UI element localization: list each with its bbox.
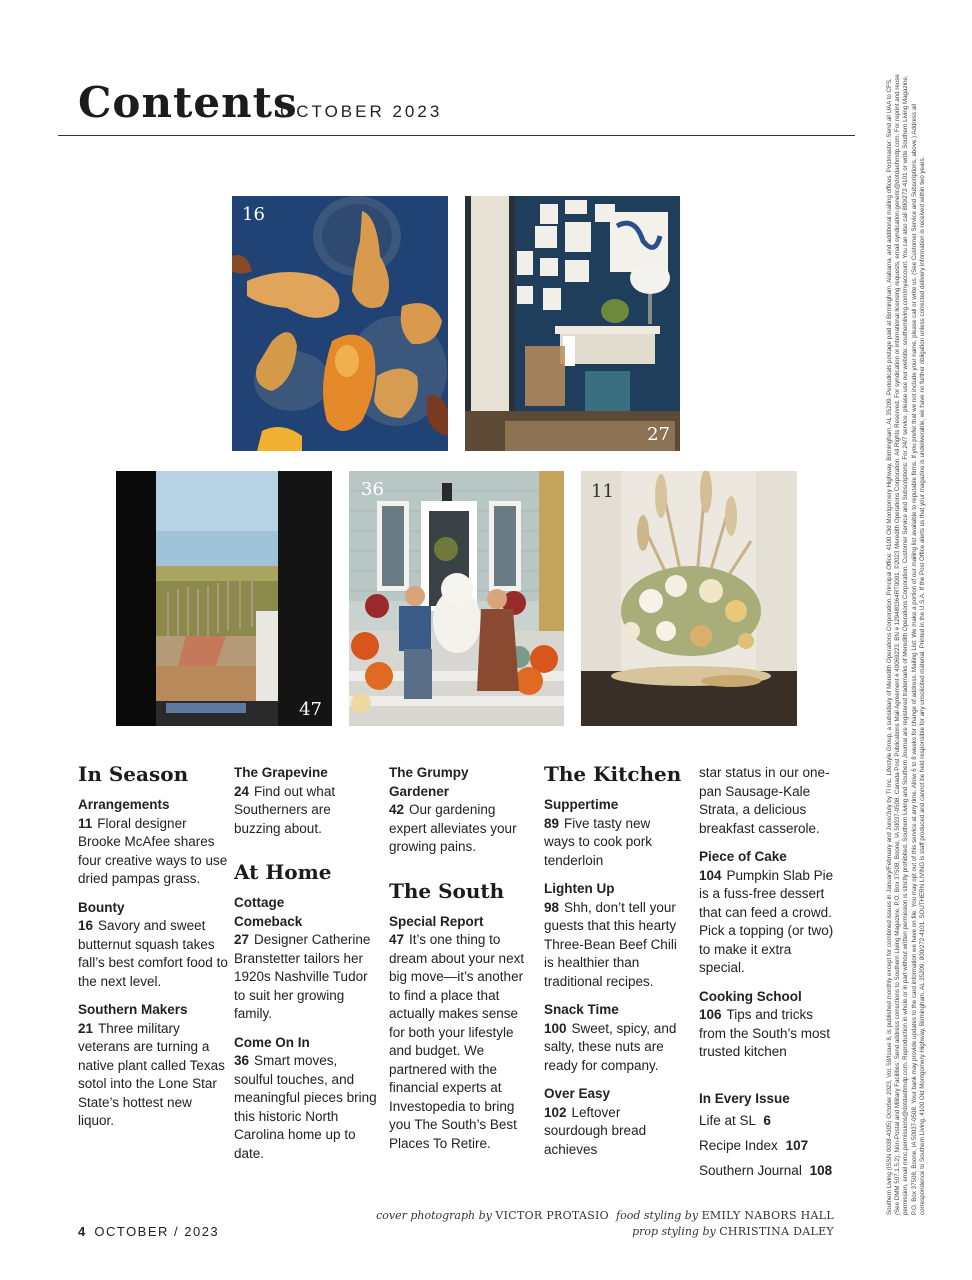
toc-entry[interactable] — [544, 1001, 684, 1075]
photo-credits — [376, 1208, 834, 1240]
toc-entry[interactable] — [234, 894, 380, 1024]
photo-page-number: 47 — [299, 699, 322, 720]
section-title-at-home: At Home — [234, 860, 332, 884]
entry-title: Lighten Up — [544, 881, 615, 896]
entry-page: 27 — [234, 932, 250, 947]
entry-description: Tips and tricks from the South’s most trusted kitchen — [699, 1007, 831, 1059]
entry-description: Leftover sourdough bread achieves — [544, 1104, 647, 1157]
entry-title: Snack Time — [544, 1002, 619, 1017]
photo-floral-arrangement[interactable] — [581, 471, 797, 726]
toc-entry[interactable] — [389, 913, 529, 1154]
column-at-home — [234, 762, 380, 1173]
entry-page: 98 — [544, 899, 560, 915]
entry-page: 42 — [389, 802, 405, 817]
every-issue-item[interactable] — [699, 1108, 839, 1133]
entry-description: Shh, don’t tell your guests that this hearty Three-Bean Beef Chili is healthier than traditional recipes. — [544, 899, 677, 989]
entry-page: 89 — [544, 815, 560, 831]
entry-title: Cooking School — [699, 988, 802, 1004]
entry-title: Bounty — [78, 899, 125, 915]
photo-page-number: 36 — [361, 479, 384, 500]
entry-page: 16 — [78, 918, 94, 933]
entry-title: Arrangements — [78, 797, 170, 812]
toc-entry[interactable] — [78, 899, 228, 992]
folio-date: OCTOBER / 2023 — [94, 1224, 220, 1239]
credit-label: prop styling by — [632, 1225, 716, 1238]
in-every-issue — [699, 1090, 839, 1184]
page-footer — [78, 1224, 219, 1239]
toc-entry[interactable] — [544, 880, 684, 991]
entry-page: 36 — [234, 1053, 250, 1068]
photo-page-number: 11 — [591, 481, 614, 502]
every-issue-label: Life at SL — [699, 1113, 756, 1128]
photo-page-number: 27 — [647, 424, 670, 445]
entry-page: 21 — [78, 1020, 94, 1036]
entry-page: 24 — [234, 783, 250, 799]
entry-description: Floral designer Brooke McAfee shares four creative ways to use dried pampas grass. — [78, 815, 228, 886]
entry-title: Suppertime — [544, 797, 619, 812]
entry-title: Over Easy — [544, 1086, 611, 1101]
section-title-the-kitchen: The Kitchen — [544, 762, 682, 786]
photo-beach-door[interactable] — [116, 471, 332, 726]
toc-entry[interactable] — [234, 764, 380, 838]
section-title-the-south: The South — [389, 878, 505, 903]
credit-name: EMILY NABORS HALL — [701, 1209, 834, 1222]
column-the-kitchen — [544, 762, 684, 1169]
entry-page: 106 — [699, 1007, 722, 1022]
credit-label: cover photograph by — [376, 1209, 492, 1222]
every-issue-page: 6 — [763, 1113, 771, 1128]
entry-description: Smart moves, soulful touches, and meaningful pieces bring this historic North Carolina home up to date. — [234, 1053, 377, 1161]
entry-description: Three military veterans are turning a native plant called Texas sotol into the Lone Star State’s hottest new liquor. — [78, 1020, 225, 1128]
issue-date: OCTOBER 2023 — [280, 102, 443, 121]
publication-info: Southern Living (ISSN 0038-4305) October 2023, Vol. 58/Issue 8, is published monthly except for combined issues in January/February and June/July by TI Inc. Lifestyle Group, a subsidiary of Meredith Operations Corporation. Principal Office: 4100 Old Montgomery Highway, Birmingham, AL 35209. Periodicals postage paid at Birmingham, Alabama, and additional mailing offices. Postmaster: Send all UAA to CFS. (See DMM 507.1.5.2); Non-Postal and Military Facilities: Send address corrections to Southern Living Magazine, P.O. Box 37508, Boone, IA 50037-0508. Canada Post Publications Mail Agreement # 40069223. BN # 129480364RT0001. ©2023 Meredith Operations Corporation. All Rights Reserved. For syndication or international licensing requests, email syndication.generic@dotdashmdp.com. For reprint and reuse permission, email mmc.permissions@dotdashmdp.com. Reproduction in whole or in part without written permission is strictly prohibited. Southern Living and Southern Journal are registered trademarks of Meredith Operations Corporation. Customer Service and Subscriptions: For 24/7 service, please use our website: southernliving.com/myaccount. You can also call 800/272-4101 or write Southern Living Magazine, P.O. Box 37508, Boone, IA 50037-0508. Your bank may provide updates to the card information we have on file. You may opt out of this service at any time. Allow 6 to 8 weeks for change of address. Mailing List: We make a portion of our mailing list available to reputable firms. If you prefer that we not include your name, please call or write us. (See Customer Service and Subscriptions, above.) Address all correspondence to Southern Living, 4100 Old Montgomery Highway, Birmingham, AL 35209; 800/272-4101. SOUTHERN LIVING is staff produced and cannot be held responsible for any unsolicited material. Printed in the U.S.A. If the Post Office alerts us that your magazine is undeliverable, we have no further obligation unless corrected delivery information is received within two years. — [886, 74, 926, 1215]
toc-entry[interactable] — [389, 764, 529, 857]
entry-title: Come On In — [234, 1034, 310, 1050]
every-issue-page: 108 — [809, 1163, 833, 1178]
entry-page: 102 — [544, 1104, 567, 1120]
toc-entry[interactable] — [544, 796, 684, 870]
every-issue-label: Southern Journal — [699, 1163, 802, 1178]
section-title-in-season: In Season — [78, 762, 189, 786]
column-in-season — [78, 762, 228, 1141]
every-issue-page: 107 — [785, 1138, 809, 1153]
entry-description: star status in our one-pan Sausage-Kale Strata, a delicious breakfast casserole. — [699, 765, 830, 836]
photo-porch-couple[interactable] — [349, 471, 564, 726]
entry-description: Our gardening expert alleviates your growing pains. — [389, 802, 517, 854]
toc-entry[interactable] — [78, 796, 228, 889]
toc-entry[interactable] — [699, 988, 839, 1062]
column-the-south — [389, 762, 529, 1163]
credit-name: VICTOR PROTASIO — [495, 1209, 609, 1222]
entry-description: Sweet, spicy, and salty, these nuts are ready for company. — [544, 1020, 677, 1073]
every-issue-item[interactable] — [699, 1158, 839, 1183]
entry-description: Savory and sweet butternut squash takes fall’s best comfort food to the next level. — [78, 918, 228, 989]
entry-title: The Grumpy Gardener — [389, 765, 469, 799]
entry-title: Piece of Cake — [699, 849, 787, 864]
entry-title: Special Report — [389, 913, 484, 929]
page-title: Contents — [78, 78, 298, 127]
credit-label: food styling by — [616, 1209, 699, 1222]
entry-title: Southern Makers — [78, 1002, 188, 1017]
credit-name: CHRISTINA DALEY — [719, 1225, 834, 1238]
entry-description: Five tasty new ways to cook pork tenderloin — [544, 815, 653, 868]
toc-entry[interactable] — [544, 1085, 684, 1159]
entry-title: Cottage Comeback — [234, 895, 303, 929]
every-issue-label: Recipe Index — [699, 1138, 778, 1153]
entry-page: 11 — [78, 815, 93, 831]
entry-title: The Grapevine — [234, 765, 328, 780]
folio-number: 4 — [78, 1224, 86, 1239]
entry-page: 104 — [699, 867, 722, 883]
photo-page-number: 16 — [242, 204, 265, 225]
toc-entry[interactable] — [234, 1034, 380, 1164]
entry-page: 100 — [544, 1020, 567, 1036]
entry-description: Pumpkin Slab Pie is a fuss-free dessert that can feed a crowd. Pick a topping (or two) to make it extra special. — [699, 867, 834, 975]
every-issue-title: In Every Issue — [699, 1090, 790, 1106]
toc-entry[interactable] — [78, 1001, 228, 1131]
every-issue-item[interactable] — [699, 1133, 839, 1158]
photo-blue-office[interactable] — [465, 196, 680, 451]
entry-description: Designer Catherine Branstetter tailors her 1920s Nashville Tudor to suit her growing family. — [234, 932, 371, 1021]
photo-butternut-squash[interactable] — [232, 196, 448, 451]
column-kitchen-continued — [699, 762, 839, 1183]
toc-entry[interactable] — [699, 848, 839, 978]
entry-page: 47 — [389, 932, 405, 947]
entry-description: Find out what Southerners are buzzing about. — [234, 783, 336, 836]
entry-description: It’s one thing to dream about your next big move—it’s another to find a place that actually makes sense for both your lifestyle and budget. We partnered with the financial experts at Investopedia to bring you The South’s Best Places To Retire. — [389, 932, 525, 1151]
toc-entry-continued — [699, 764, 839, 838]
header-rule — [58, 135, 855, 136]
